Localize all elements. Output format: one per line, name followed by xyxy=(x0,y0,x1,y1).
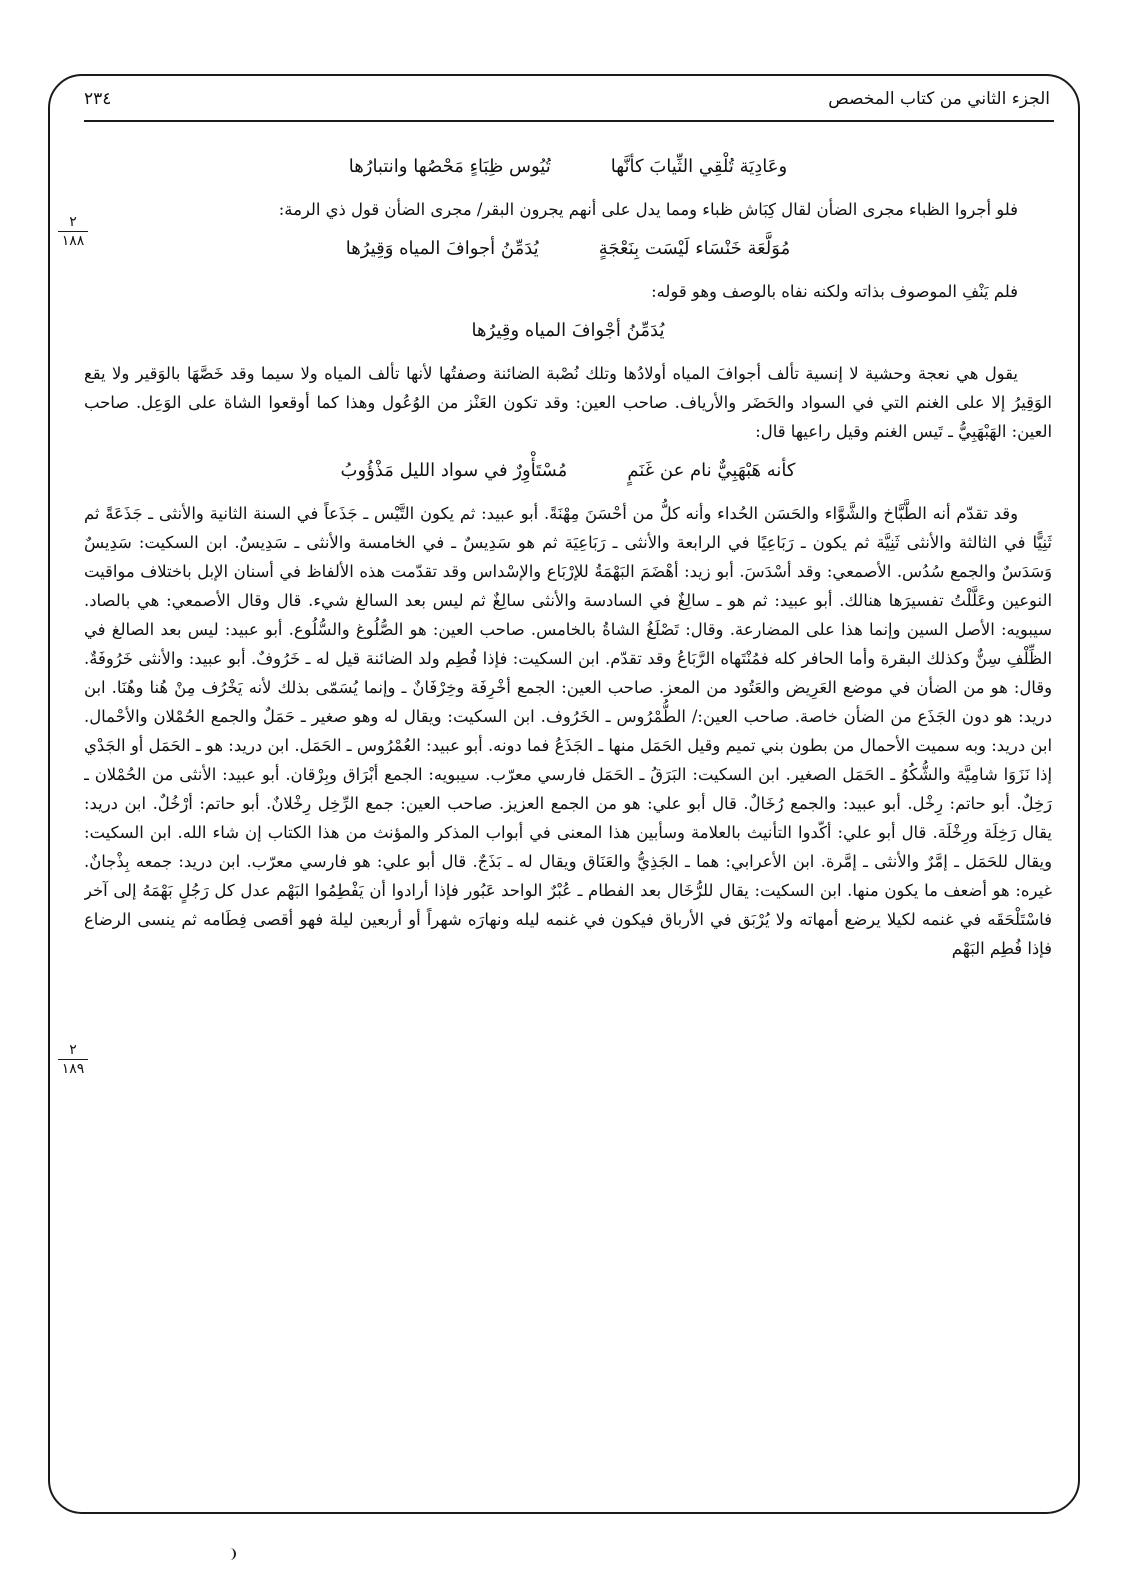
verse-hemistich-left: مُسْتَأْوِرٌ في سواد الليل مَذْؤُوبُ xyxy=(340,460,568,481)
page-header xyxy=(84,84,1050,114)
body-paragraph: يقول هي نعجة وحشية لا إنسية تألف أجوافَ المياه أولادُها وتلك نُصْبة الضائنة وصفتُها لأنها تألف المياه ولا سيما وقد خَصَّهَا بالوَقير ولا يقع الوَقِيرُ إلا على الغنم التي في السواد والحَضَر والأرياف. صاحب العين: وقد تكون العَنْز من الوُعُول وهذا كما أوقعوا الشاة على الوَعِل. صاحب العين: الهَبْهَبِيُّ ـ تَيس الغنم وقيل راعيها قال: xyxy=(84,364,1052,441)
body-paragraph: وقد تقدّم أنه الطَّبَّاخ والشَّوَّاء والحَسَن الحُداء وأنه كلُّ من أحْسَنَ مِهْنَةً. أبو عبيد: ثم يكون التَّيْس ـ جَذَعاً في السنة الثانية والأنثى ـ جَذَعَةً ثم ثَنِيًّا في الثالثة والأنثى ثَنِيَّة ثم يكون ـ رَبَاعِيًا في الرابعة والأنثى ـ رَبَاعِيَة ثم هو سَدِيسٌ ـ في الخامسة والأنثى ـ سَدِيسٌ. ابن السكيت: سَدِيسٌ وَسَدَسٌ والجمع سُدُس. الأصمعي: وقد أسْدَسَ. أبو زيد: أهْضَمَ البَهْمَةُ للإرْبَاع والإسْداس وقد تقدّمت هذه الألفاظ في أسنان الإبل باختلاف مواقيت النوعين وعَلَّلْتُ تفسيرَها هنالك. أبو عبيد: ثم هو ـ سالِغٌ في السادسة والأنثى سالِغٌ ثم ليس بعد السالغ شيء. قال وقال الأصمعي: هي بالصاد. سيبويه: الأصل السين وإنما هذا على المضارعة. وقال: تَصْلَغُ الشاةُ بالخامس. صاحب العين: هو الصُّلُوغ والسُّلُوع. أبو عبيد: ليس بعد الصالغ في الظِّلْفِ سِنٌّ وكذلك البقرة وأما الحافر كله فمُنْتَهاه الرَّبَاعُ وقد تقدّم. ابن السكيت: فإذا فُطِم ولد الضائنة قيل له ـ خَرُوفٌ. أبو عبيد: والأنثى خَرُوفَةٌ. وقال: هو من الضأن في موضع العَرِيض والعَتُود من المعز. صاحب العين: الجمع أخْرِفَة وخِرْفَانٌ ـ وإنما يُسَمّى بذلك لأنه يَخْرُف مِنْ هُنا وهُنَا. ابن دريد: هو دون الجَذَع من الضأن خاصة. صاحب العين:/ الطُّمْرُوس ـ الخَرُوف. ابن السكيت: ويقال له وهو صغير ـ حَمَلٌ والجمع الحُمْلان والأحْمال. ابن دريد: وبه سميت الأحمال من بطون بني تميم وقيل الحَمَل منها ـ الجَذَعُ فما دونه. أبو عبيد: العُمْرُوس ـ الحَمَل. ابن دريد: هو ـ الحَمَل أو الجَدْي إذا نَزَوَا شامِيَّة والشُّكُوُ ـ الحَمَل الصغير. ابن السكيت: البَرَقُ ـ الحَمَل فارسي معرّب. سيبويه: الجمع أبْرَاق وبِرْقان. أبو عبيد: الأنثى من الحُمْلان ـ رَخِلٌ. أبو حاتم: رِخْل. أبو عبيد: والجمع رُخَالٌ. قال أبو علي: هو من الجمع العزيز. صاحب العين: جمع الرِّخِل رِخْلانٌ. أبو حاتم: أرْخُلٌ. ابن دريد: يقال رَخِلَة ورِخْلَة. قال أبو علي: أكّدوا التأنيث بالعلامة وسأبين هذا المعنى في أبواب المذكر والمؤنث من هذا الكتاب إن شاء الله. ابن السكيت: ويقال للحَمَل ـ إمَّرٌ والأنثى ـ إمَّرة. ابن الأعرابي: هما ـ الجَذِيُّ والعَنَاق ويقال له ـ بَذَجٌ. قال أبو علي: هو فارسي معرّب. ابن دريد: جمعه بِذْجانٌ. غيره: هو أضعف ما يكون منها. ابن السكيت: يقال للرُّخَال بعد الفطام ـ عُبْرٌ الواحد عَبُور فإذا أرادوا أن يَفْطِمُوا البَهْم عدل كل رَجُلٍ بَهْمَهُ إلى آخر فاسْتَلْحَقَه في غنمه لكيلا يرضع أمهاته ولا يُرْبَق في الأرباق فيكون في غنمه ليله ونهارَه شهراً أو أربعين ليلة فهو أقصى فِطَامه ثم ينسى الرضاع فإذا فُطِم البَهْم xyxy=(84,504,1052,958)
verse-hemistich-left: تُيُوس ظِبَاءٍ مَحْصُها وانتبارُها xyxy=(348,156,551,177)
body-paragraph: فلم يَنْفِ الموصوف بذاته ولكنه نفاه بالوصف وهو قوله: xyxy=(651,282,1018,301)
verse-line xyxy=(84,456,1052,485)
verse-line xyxy=(84,152,1052,181)
verse-hemistich-right: كأنه هَبْهَبِيٌّ نام عن غَنَمٍ xyxy=(627,460,796,481)
margin-note-denominator: ١٨٨ xyxy=(61,233,85,249)
body-paragraph: فلو أجروا الظباء مجرى الضأن لقال كِبَاش ظباء ومما يدل على أنهم يجرون البقر/ مجرى الضأن قول ذي الرمة: xyxy=(278,200,1018,219)
verse-line xyxy=(84,234,1052,263)
margin-note-numerator: ٢ xyxy=(58,1042,88,1060)
page-body xyxy=(84,142,1052,1482)
scan-artifact-mark xyxy=(226,1548,236,1560)
verse-hemistich-left: يُدَمِّنُ أجوافَ المياه وَقِيرُها xyxy=(345,238,539,259)
running-title: الجزء الثاني من كتاب المخصص xyxy=(828,89,1050,109)
header-rule xyxy=(84,120,1054,122)
page-number: ٢٣٤ xyxy=(84,89,112,109)
margin-note-numerator: ٢ xyxy=(58,214,88,232)
verse-line xyxy=(84,316,1052,345)
verse-quote: يُدَمِّنُ أجْوافَ المياه وقِيرُها xyxy=(471,320,665,341)
margin-note-denominator: ١٨٩ xyxy=(61,1061,85,1077)
verse-hemistich-right: مُوَلَّعَة خَنْسَاء لَيْسَت بِنَعْجَةٍ xyxy=(598,238,791,259)
verse-hemistich-right: وعَادِيَة تُلْقِي الثِّيابَ كأنَّها xyxy=(610,156,788,177)
